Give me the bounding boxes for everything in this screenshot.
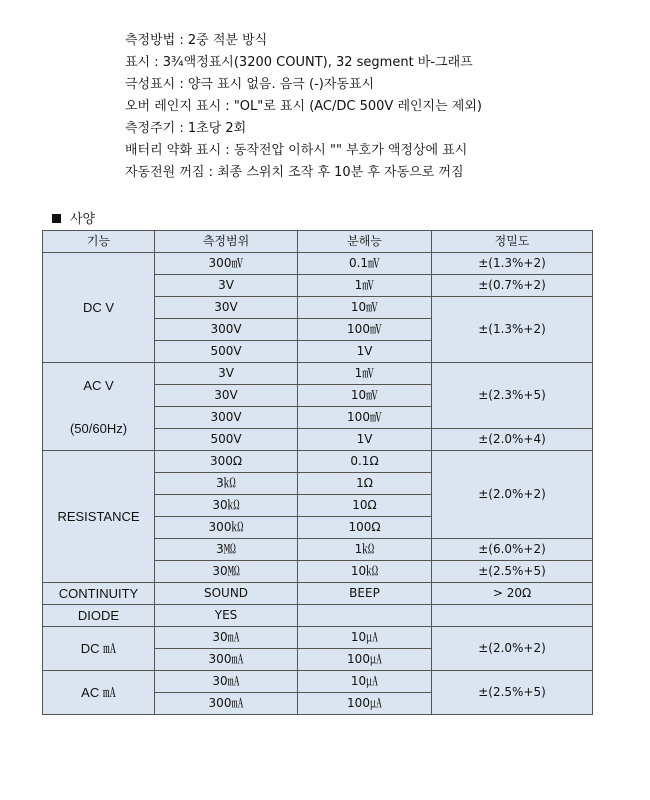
function-ac-v-label: AC V: [83, 377, 114, 393]
resolution-cell: BEEP: [298, 583, 432, 605]
range-cell: 3V: [155, 363, 298, 385]
resolution-cell: 10Ω: [298, 495, 432, 517]
range-cell: 3㏀: [155, 473, 298, 495]
resolution-cell: 0.1㎷: [298, 253, 432, 275]
accuracy-cell: [432, 605, 593, 627]
sampling-rate-line: 측정주기 : 1초당 2회: [125, 121, 247, 136]
resolution-cell: 1V: [298, 341, 432, 363]
function-dc-ma: DC ㎃: [43, 627, 155, 671]
resolution-cell: 1Ω: [298, 473, 432, 495]
range-cell: 3V: [155, 275, 298, 297]
table-row: [43, 605, 593, 627]
range-cell: 500V: [155, 429, 298, 451]
resolution-cell: 100㎷: [298, 319, 432, 341]
resolution-cell: 1㎷: [298, 275, 432, 297]
header-range: 측정범위: [155, 231, 298, 253]
intro-block: [125, 30, 640, 184]
accuracy-cell: ±(2.0%+2): [432, 627, 593, 671]
accuracy-cell: ±(1.3%+2): [432, 297, 593, 363]
resolution-cell: 100㎷: [298, 407, 432, 429]
display-line: 표시 : 3¾액정표시(3200 COUNT), 32 segment 바-그래프: [125, 55, 473, 70]
auto-power-off-line: 자동전원 꺼짐 : 최종 스위치 조작 후 10분 후 자동으로 꺼짐: [125, 165, 464, 180]
table-row: [43, 253, 593, 275]
polarity-line: 극성표시 : 양극 표시 없음. 음극 (-)자동표시: [125, 77, 375, 92]
range-cell: 30㎃: [155, 627, 298, 649]
accuracy-cell: ±(0.7%+2): [432, 275, 593, 297]
table-row: [43, 671, 593, 693]
resolution-cell: 10㏀: [298, 561, 432, 583]
measurement-method-line: 측정방법 : 2중 적분 방식: [125, 33, 268, 48]
resolution-cell: 100㎂: [298, 649, 432, 671]
function-dc-v: DC V: [43, 253, 155, 363]
resolution-cell: 10㎷: [298, 385, 432, 407]
resolution-cell: 10㎂: [298, 627, 432, 649]
function-resistance: RESISTANCE: [43, 451, 155, 583]
resolution-cell: [298, 605, 432, 627]
table-row: [43, 583, 593, 605]
accuracy-cell: ±(2.5%+5): [432, 671, 593, 715]
table-header-row: [43, 231, 593, 253]
function-continuity: CONTINUITY: [43, 583, 155, 605]
section-heading: [52, 210, 95, 230]
header-resolution: 분해능: [298, 231, 432, 253]
range-cell: 30V: [155, 297, 298, 319]
accuracy-cell: ±(2.5%+5): [432, 561, 593, 583]
square-bullet-icon: [52, 214, 61, 223]
range-cell: YES: [155, 605, 298, 627]
resolution-cell: 100Ω: [298, 517, 432, 539]
overrange-line: 오버 레인지 표시 : "OL"로 표시 (AC/DC 500V 레인지는 제외): [125, 99, 482, 114]
resolution-cell: 0.1Ω: [298, 451, 432, 473]
range-cell: 30㏀: [155, 495, 298, 517]
range-cell: 300㎃: [155, 693, 298, 715]
accuracy-cell: ±(2.3%+5): [432, 363, 593, 429]
range-cell: 300㎃: [155, 649, 298, 671]
range-cell: 30V: [155, 385, 298, 407]
low-battery-line: 배터리 약화 표시 : 동작전압 이하시 "" 부호가 액정상에 표시: [125, 143, 468, 158]
resolution-cell: 1V: [298, 429, 432, 451]
function-diode: DIODE: [43, 605, 155, 627]
range-cell: 500V: [155, 341, 298, 363]
accuracy-cell: > 20Ω: [432, 583, 593, 605]
resolution-cell: 1㎷: [298, 363, 432, 385]
accuracy-cell: ±(1.3%+2): [432, 253, 593, 275]
range-cell: SOUND: [155, 583, 298, 605]
resolution-cell: 1㏀: [298, 539, 432, 561]
accuracy-cell: ±(2.0%+4): [432, 429, 593, 451]
function-ac-v-frequency: (50/60Hz): [69, 420, 128, 436]
table-row: [43, 451, 593, 473]
table-row: [43, 627, 593, 649]
range-cell: 3㏁: [155, 539, 298, 561]
range-cell: 300V: [155, 319, 298, 341]
function-ac-v: [43, 363, 155, 451]
spec-table: [42, 230, 593, 715]
header-function: 기능: [43, 231, 155, 253]
accuracy-cell: ±(6.0%+2): [432, 539, 593, 561]
range-cell: 300㏀: [155, 517, 298, 539]
function-ac-ma: AC ㎃: [43, 671, 155, 715]
resolution-cell: 10㎂: [298, 671, 432, 693]
range-cell: 300V: [155, 407, 298, 429]
range-cell: 300Ω: [155, 451, 298, 473]
range-cell: 300㎷: [155, 253, 298, 275]
accuracy-cell: ±(2.0%+2): [432, 451, 593, 539]
resolution-cell: 100㎂: [298, 693, 432, 715]
range-cell: 30㎃: [155, 671, 298, 693]
section-title: 사양: [70, 212, 96, 227]
range-cell: 30㏁: [155, 561, 298, 583]
header-accuracy: 정밀도: [432, 231, 593, 253]
resolution-cell: 10㎷: [298, 297, 432, 319]
table-row: [43, 363, 593, 385]
